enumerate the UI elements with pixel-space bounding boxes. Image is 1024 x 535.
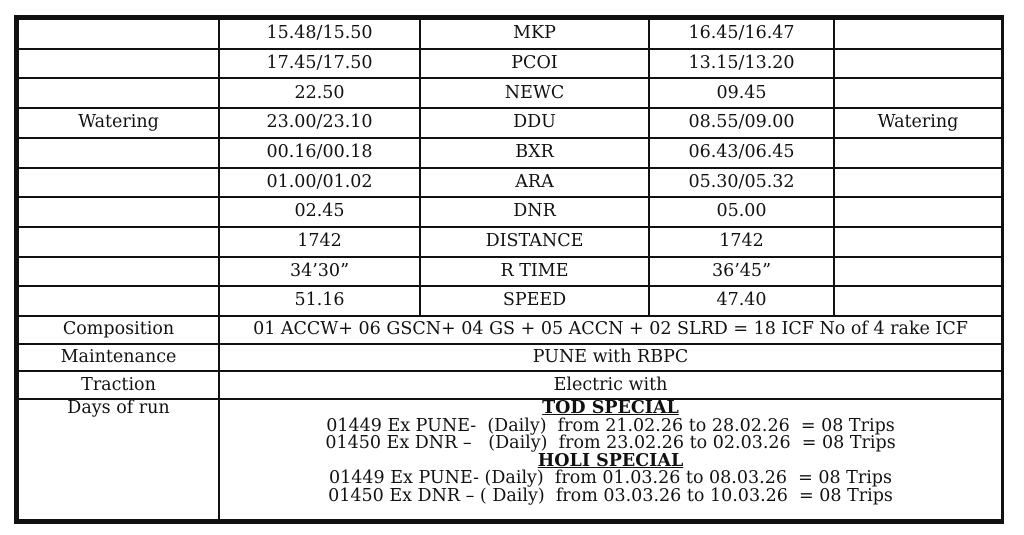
tod-special-line-2: 01450 Ex DNR – (Daily) from 23.02.26 to 02.03.26 = 08 Trips xyxy=(325,433,896,454)
station-name: BXR xyxy=(420,138,649,168)
maintenance-row xyxy=(18,344,1002,372)
up-timing: 16.45/16.47 xyxy=(649,19,834,49)
timetable-row xyxy=(18,78,1002,108)
row-left-label xyxy=(18,138,219,168)
days-of-run-details xyxy=(219,399,1002,520)
row-right-label: Watering xyxy=(834,108,1002,138)
station-name: DNR xyxy=(420,197,649,227)
up-timing: 1742 xyxy=(649,227,834,257)
row-left-label xyxy=(18,168,219,198)
tod-special-heading: TOD SPECIAL xyxy=(542,399,679,419)
row-left-label xyxy=(18,49,219,79)
row-left-label xyxy=(18,286,219,316)
up-timing: 36’45” xyxy=(649,257,834,287)
row-right-label xyxy=(834,197,1002,227)
timetable-row xyxy=(18,19,1002,49)
row-right-label xyxy=(834,257,1002,287)
row-left-label: Watering xyxy=(18,108,219,138)
row-right-label xyxy=(834,138,1002,168)
timetable-table xyxy=(17,18,1003,521)
timetable-row xyxy=(18,286,1002,316)
down-timing: 34’30” xyxy=(219,257,420,287)
station-name: DDU xyxy=(420,108,649,138)
days-of-run-row xyxy=(18,399,1002,520)
timetable-row xyxy=(18,197,1002,227)
info-body xyxy=(18,316,1002,520)
row-left-label xyxy=(18,78,219,108)
traction-row xyxy=(18,371,1002,399)
holi-special-line-1: 01449 Ex PUNE- (Daily) from 01.03.26 to 08.03.26 = 08 Trips xyxy=(329,468,892,489)
down-timing: 51.16 xyxy=(219,286,420,316)
up-timing: 09.45 xyxy=(649,78,834,108)
down-timing: 22.50 xyxy=(219,78,420,108)
down-timing: 17.45/17.50 xyxy=(219,49,420,79)
station-name: MKP xyxy=(420,19,649,49)
down-timing: 15.48/15.50 xyxy=(219,19,420,49)
row-right-label xyxy=(834,286,1002,316)
row-right-label xyxy=(834,19,1002,49)
traction-label: Traction xyxy=(18,371,219,399)
timetable-row xyxy=(18,108,1002,138)
timetable-row xyxy=(18,227,1002,257)
station-name: NEWC xyxy=(420,78,649,108)
row-left-label xyxy=(18,227,219,257)
station-name: ARA xyxy=(420,168,649,198)
row-right-label xyxy=(834,227,1002,257)
station-name: PCOI xyxy=(420,49,649,79)
up-timing: 06.43/06.45 xyxy=(649,138,834,168)
up-timing: 05.00 xyxy=(649,197,834,227)
down-timing: 1742 xyxy=(219,227,420,257)
up-timing: 47.40 xyxy=(649,286,834,316)
row-right-label xyxy=(834,78,1002,108)
timetable-row xyxy=(18,257,1002,287)
tod-special-line-1: 01449 Ex PUNE- (Daily) from 21.02.26 to 28.02.26 = 08 Trips xyxy=(326,415,895,436)
row-left-label xyxy=(18,257,219,287)
row-left-label xyxy=(18,19,219,49)
up-timing: 13.15/13.20 xyxy=(649,49,834,79)
composition-row xyxy=(18,316,1002,344)
timetable-body xyxy=(18,19,1002,316)
up-timing: 08.55/09.00 xyxy=(649,108,834,138)
maintenance-label: Maintenance xyxy=(18,344,219,372)
down-timing: 01.00/01.02 xyxy=(219,168,420,198)
holi-special-heading: HOLI SPECIAL xyxy=(537,450,684,471)
up-timing: 05.30/05.32 xyxy=(649,168,834,198)
maintenance-value: PUNE with RBPC xyxy=(219,344,1002,372)
days-of-run-label: Days of run xyxy=(18,399,219,520)
down-timing: 02.45 xyxy=(219,197,420,227)
composition-label: Composition xyxy=(18,316,219,344)
down-timing: 23.00/23.10 xyxy=(219,108,420,138)
station-name: R TIME xyxy=(420,257,649,287)
row-right-label xyxy=(834,49,1002,79)
row-left-label xyxy=(18,197,219,227)
traction-value: Electric with xyxy=(219,371,1002,399)
timetable-document xyxy=(14,15,1004,524)
timetable-row xyxy=(18,168,1002,198)
station-name: DISTANCE xyxy=(420,227,649,257)
timetable-row xyxy=(18,49,1002,79)
timetable-row xyxy=(18,138,1002,168)
composition-value: 01 ACCW+ 06 GSCN+ 04 GS + 05 ACCN + 02 SLRD = 18 ICF No of 4 rake ICF xyxy=(219,316,1002,344)
row-right-label xyxy=(834,168,1002,198)
holi-special-line-2: 01450 Ex DNR – ( Daily) from 03.03.26 to 10.03.26 = 08 Trips xyxy=(328,485,893,506)
down-timing: 00.16/00.18 xyxy=(219,138,420,168)
station-name: SPEED xyxy=(420,286,649,316)
